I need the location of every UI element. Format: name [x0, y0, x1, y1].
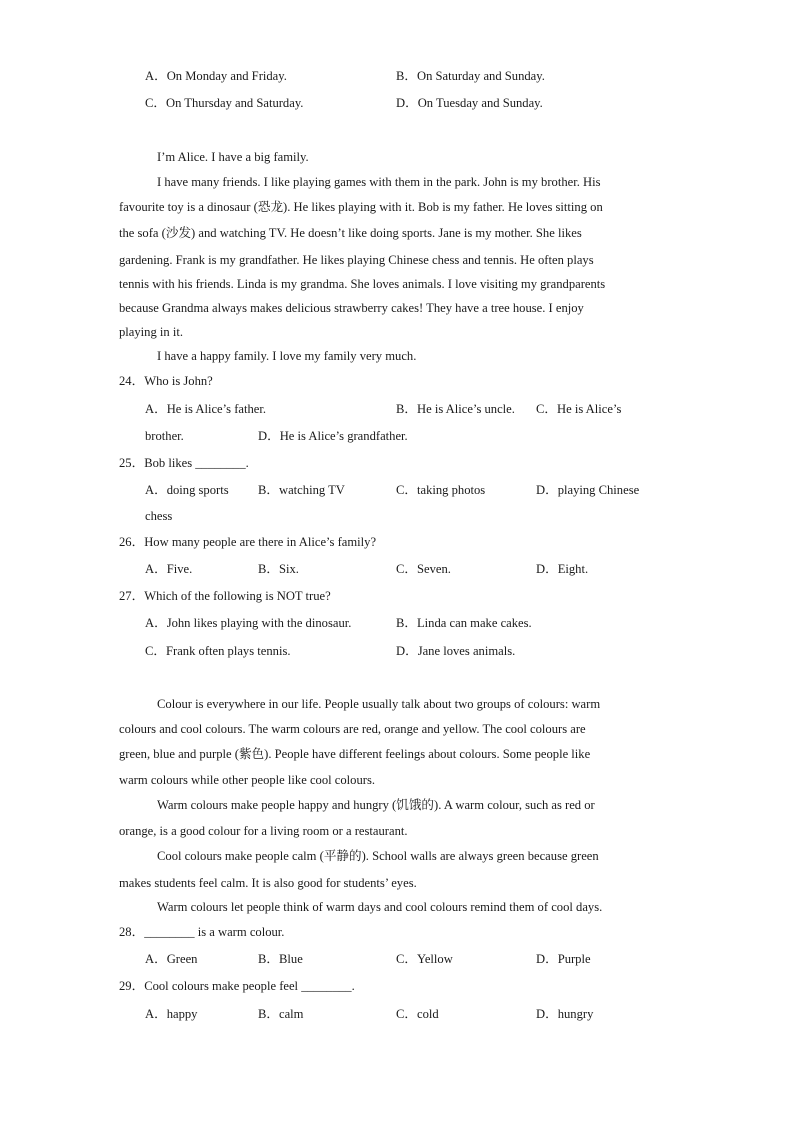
q27-option-c[interactable]: C．Frank often plays tennis.: [145, 644, 291, 658]
q23-option-b[interactable]: B．On Saturday and Sunday.: [396, 69, 545, 83]
q26-stem: 26．How many people are there in Alice’s family?: [119, 535, 377, 549]
passage2-line: Warm colours make people happy and hungry (饥饿的). A warm colour, such as red or: [157, 798, 595, 812]
q29-option-d[interactable]: D．hungry: [536, 1007, 594, 1021]
passage1-line: because Grandma always makes delicious strawberry cakes! They have a tree house. I enjoy: [119, 301, 584, 315]
q23-option-a[interactable]: A．On Monday and Friday.: [145, 69, 287, 83]
passage2-line: makes students feel calm. It is also good for students’ eyes.: [119, 876, 417, 890]
passage1-line: gardening. Frank is my grandfather. He likes playing Chinese chess and tennis. He often plays: [119, 253, 594, 267]
q24-option-c-cont[interactable]: brother.: [145, 429, 184, 443]
q23-option-c[interactable]: C．On Thursday and Saturday.: [145, 96, 304, 110]
q25-option-c[interactable]: C．taking photos: [396, 483, 486, 497]
q27-option-b[interactable]: B．Linda can make cakes.: [396, 616, 532, 630]
q25-option-a[interactable]: A．doing sports: [145, 483, 229, 497]
q28-option-d[interactable]: D．Purple: [536, 952, 591, 966]
q23-option-d[interactable]: D．On Tuesday and Sunday.: [396, 96, 543, 110]
q25-option-d[interactable]: D．playing Chinese: [536, 483, 640, 497]
q28-option-c[interactable]: C．Yellow: [396, 952, 453, 966]
q26-option-a[interactable]: A．Five.: [145, 562, 193, 576]
passage2-line: warm colours while other people like cool colours.: [119, 773, 376, 787]
q26-option-b[interactable]: B．Six.: [258, 562, 299, 576]
passage1-line: tennis with his friends. Linda is my grandma. She loves animals. I love visiting my grandparents: [119, 277, 606, 291]
q24-option-d[interactable]: D．He is Alice’s grandfather.: [258, 429, 408, 443]
q24-option-a[interactable]: A．He is Alice’s father.: [145, 402, 267, 416]
q29-stem: 29．Cool colours make people feel ________.: [119, 979, 355, 993]
q29-option-b[interactable]: B．calm: [258, 1007, 304, 1021]
q27-option-d[interactable]: D．Jane loves animals.: [396, 644, 516, 658]
passage2-line: Warm colours let people think of warm days and cool colours remind them of cool days.: [157, 900, 603, 914]
passage1-line: favourite toy is a dinosaur (恐龙). He likes playing with it. Bob is my father. He loves sitting on: [119, 200, 603, 214]
q26-option-c[interactable]: C．Seven.: [396, 562, 451, 576]
q29-option-c[interactable]: C．cold: [396, 1007, 439, 1021]
q29-option-a[interactable]: A．happy: [145, 1007, 198, 1021]
q27-stem: 27．Which of the following is NOT true?: [119, 589, 331, 603]
q24-stem: 24．Who is John?: [119, 374, 213, 388]
q24-option-c[interactable]: C．He is Alice’s: [536, 402, 622, 416]
passage1-line: I have many friends. I like playing games with them in the park. John is my brother. His: [157, 175, 601, 189]
q28-stem: 28．________ is a warm colour.: [119, 925, 285, 939]
q28-option-a[interactable]: A．Green: [145, 952, 198, 966]
passage2-line: green, blue and purple (紫色). People have different feelings about colours. Some people like: [119, 747, 591, 761]
passage1-line: the sofa (沙发) and watching TV. He doesn’t like doing sports. Jane is my mother. She likes: [119, 226, 582, 240]
passage1-line: I’m Alice. I have a big family.: [157, 150, 309, 164]
q28-option-b[interactable]: B．Blue: [258, 952, 303, 966]
q24-option-b[interactable]: B．He is Alice’s uncle.: [396, 402, 515, 416]
passage2-line: orange, is a good colour for a living room or a restaurant.: [119, 824, 408, 838]
q25-option-b[interactable]: B．watching TV: [258, 483, 345, 497]
q26-option-d[interactable]: D．Eight.: [536, 562, 589, 576]
q25-option-d-cont[interactable]: chess: [145, 509, 173, 523]
passage1-line: playing in it.: [119, 325, 184, 339]
q27-option-a[interactable]: A．John likes playing with the dinosaur.: [145, 616, 352, 630]
passage2-line: Cool colours make people calm (平静的). School walls are always green because green: [157, 849, 599, 863]
q25-stem: 25．Bob likes ________.: [119, 456, 249, 470]
passage2-line: colours and cool colours. The warm colours are red, orange and yellow. The cool colours are: [119, 722, 586, 736]
passage1-line: I have a happy family. I love my family very much.: [157, 349, 417, 363]
passage2-line: Colour is everywhere in our life. People usually talk about two groups of colours: warm: [157, 697, 601, 711]
